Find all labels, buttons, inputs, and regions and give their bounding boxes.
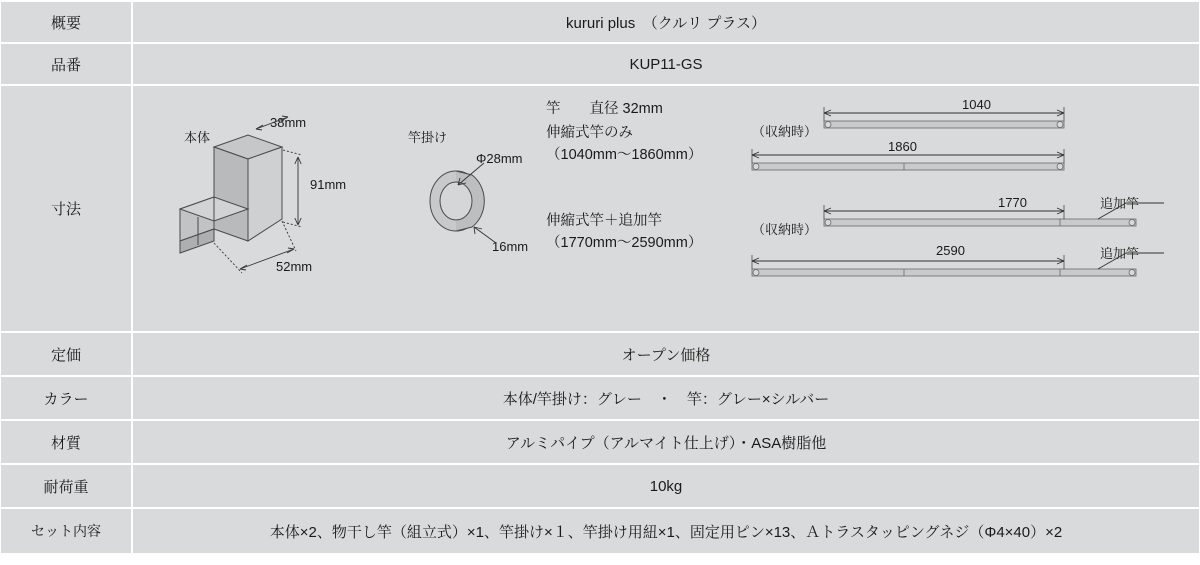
hanger-diameter-label: Φ28mm [476,151,523,166]
table-row-material [1,420,1199,464]
table-row-dimensions [1,85,1199,332]
dimension-drawings [136,91,1196,326]
hanger-thickness-label: 16mm [492,239,529,254]
row-header-set-contents: セット内容 [1,508,132,554]
spec-table [1,2,1199,555]
pole-length-2590: 2590 [936,243,965,258]
dimension-diagram [136,91,1196,326]
table-row-set-contents [1,508,1199,554]
body-depth-label: 38mm [270,115,307,130]
pole-length-1770: 1770 [998,195,1027,210]
row-header-color: カラー [1,376,132,420]
row-header-load-capacity: 耐荷重 [1,464,132,508]
extra-pole-label-1: 追加竿 [1100,196,1140,211]
row-header-model: 品番 [1,43,132,85]
row-header-material: 材質 [1,420,132,464]
stored-label-1: （収納時） [752,124,818,139]
row-value-overview: kururi plus （クルリ プラス） [132,2,1199,43]
extra-pole-label-2: 追加竿 [1100,246,1140,261]
row-value-load-capacity: 10kg [132,464,1199,508]
row-value-set-contents: 本体×2、物干し竿（組立式）×1、竿掛け×１、竿掛け用紐×1、固定用ピン×13、Ａトラスタッピングネジ（Φ4×40）×2 [132,508,1199,554]
table-row-price [1,332,1199,376]
hanger-title-label: 竿掛け [408,130,448,145]
body-title-label: 本体 [184,130,211,145]
pole-type2-line1: 伸縮式竿＋追加竿 [546,213,662,229]
table-row-load-capacity [1,464,1199,508]
table-row-overview [1,2,1199,43]
body-width-label: 52mm [276,259,313,274]
pole-spec-title: 竿 直径 32mm [546,101,663,117]
pole-type1-line2: （1040mm〜1860mm） [546,147,703,163]
row-header-price: 定価 [1,332,132,376]
pole-type2-line2: （1770mm〜2590mm） [546,235,703,251]
row-header-dimensions: 寸法 [1,85,132,332]
row-value-dimensions [132,85,1199,332]
table-row-color [1,376,1199,420]
row-value-model: KUP11-GS [132,43,1199,85]
pole-length-1860: 1860 [888,139,917,154]
table-row-model [1,43,1199,85]
row-header-overview: 概要 [1,2,132,43]
body-height-label: 91mm [310,177,347,192]
row-value-material: アルミパイプ（アルマイト仕上げ）・ASA樹脂他 [132,420,1199,464]
pole-type1-line1: 伸縮式竿のみ [546,125,633,141]
stored-label-2: （収納時） [752,222,818,237]
pole-length-1040: 1040 [962,97,991,112]
row-value-price: オープン価格 [132,332,1199,376]
row-value-color: 本体/竿掛け：グレー ・ 竿：グレー×シルバー [132,376,1199,420]
